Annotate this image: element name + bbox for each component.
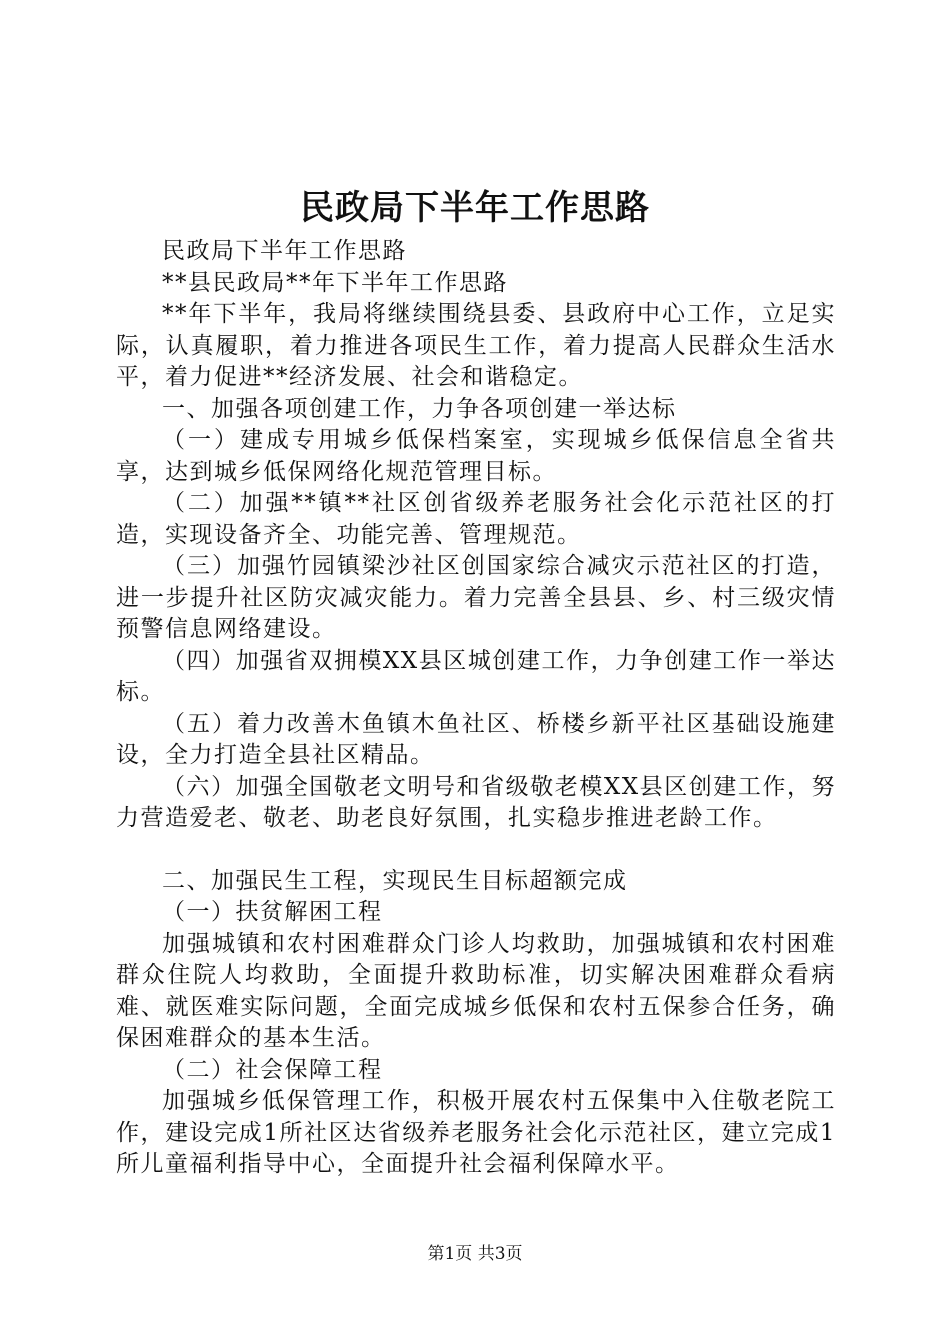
list-item-1-2: （二）加强**镇**社区创省级养老服务社会化示范社区的打造，实现设备齐全、功能完善、管理规范。 xyxy=(116,490,836,548)
paragraph-subtitle: 民政局下半年工作思路 xyxy=(162,238,407,264)
list-item-1-4: （四）加强省双拥模XX县区城创建工作，力争创建工作一举达标。 xyxy=(116,647,836,705)
list-item-1-5: （五）着力改善木鱼镇木鱼社区、桥楼乡新平社区基础设施建设，全力打造全县社区精品。 xyxy=(116,710,836,768)
list-item-1-6: （六）加强全国敬老文明号和省级敬老模XX县区创建工作，努力营造爱老、敬老、助老良好氛围，扎实稳步推进老龄工作。 xyxy=(116,773,836,831)
section-heading-2: 二、加强民生工程，实现民生目标超额完成 xyxy=(162,867,628,894)
subsection-heading-2-1: （一）扶贫解困工程 xyxy=(162,899,383,925)
document-body xyxy=(116,236,836,1181)
subsection-heading-2-2: （二）社会保障工程 xyxy=(162,1056,383,1083)
list-item-1-3: （三）加强竹园镇梁沙社区创国家综合减灾示范社区的打造，进一步提升社区防灾减灾能力。着力完善全县县、乡、村三级灾情预警信息网络建设。 xyxy=(116,553,836,642)
list-item-1-1: （一）建成专用城乡低保档案室，实现城乡低保信息全省共享，达到城乡低保网络化规范管理目标。 xyxy=(116,427,836,485)
section-heading-1: 一、加强各项创建工作，力争各项创建一举达标 xyxy=(162,395,677,422)
paragraph-2-1: 加强城镇和农村困难群众门诊人均救助，加强城镇和农村困难群众住院人均救助，全面提升救助标准，切实解决困难群众看病难、就医难实际问题，全面完成城乡低保和农村五保参合任务，确保困难群众的基本生活。 xyxy=(116,930,836,1051)
page-number-footer: 第1页 共3页 xyxy=(427,1244,523,1264)
document-title: 民政局下半年工作思路 xyxy=(300,188,650,228)
paragraph-heading-county: **县民政局**年下半年工作思路 xyxy=(162,269,508,296)
paragraph-intro: **年下半年，我局将继续围绕县委、县政府中心工作，立足实际，认真履职，着力推进各项民生工作，着力提高人民群众生活水平，着力促进**经济发展、社会和谐稳定。 xyxy=(116,301,836,390)
paragraph-2-2: 加强城乡低保管理工作，积极开展农村五保集中入住敬老院工作，建设完成1所社区达省级养老服务社会化示范社区，建立完成1所儿童福利指导中心，全面提升社会福利保障水平。 xyxy=(116,1088,836,1177)
